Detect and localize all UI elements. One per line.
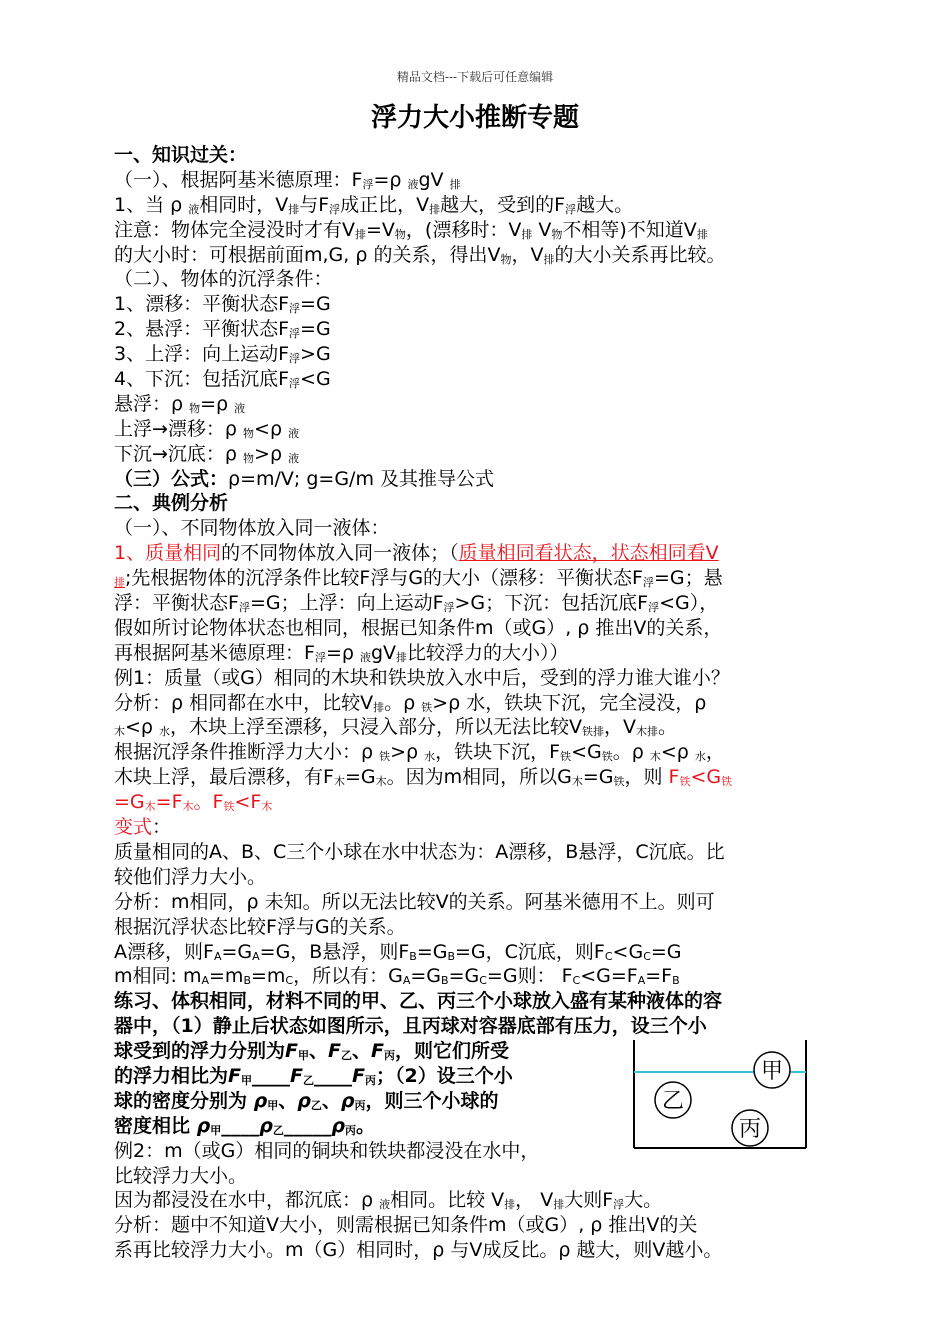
subscript: C — [285, 974, 294, 988]
subscript: A — [637, 974, 646, 988]
text-line — [114, 915, 844, 940]
text-line — [114, 243, 844, 268]
subscript: 木排 — [636, 725, 659, 739]
text-line — [114, 940, 844, 965]
text-segment: =G — [344, 766, 376, 789]
ball-bing-label: 丙 — [738, 1117, 762, 1142]
text-segment: F — [285, 1040, 298, 1063]
text-segment: 。ρ — [612, 741, 650, 764]
subscript: 丙 — [344, 1123, 356, 1137]
text-segment: 器中，（1）静止后状态如图所示，且丙球对容器底部有压力，设三个小 — [114, 1015, 707, 1038]
subscript: C — [572, 974, 581, 988]
text-segment: 球的密度分别为 — [114, 1089, 254, 1112]
text-segment: =ρ — [373, 168, 408, 191]
subscript: 排 — [521, 227, 533, 241]
text-line — [114, 1213, 844, 1238]
text-segment: <G — [612, 940, 644, 963]
text-line — [114, 392, 844, 417]
text-line — [114, 193, 844, 218]
subscript: 甲 — [298, 1049, 309, 1063]
text-segment: ____ — [252, 1064, 290, 1087]
text-segment: 的大小关系再比较。 — [554, 243, 726, 266]
subscript: 甲 — [267, 1098, 279, 1112]
text-segment: F — [371, 1040, 384, 1063]
text-line — [114, 964, 844, 989]
subscript: 液 — [234, 401, 246, 415]
text-segment: 分析：ρ 相同都在水中，比较V — [114, 691, 374, 714]
subscript: 水 — [159, 725, 171, 739]
subscript: 甲 — [241, 1073, 252, 1087]
text-segment: 、 — [278, 1089, 298, 1112]
text-line — [114, 342, 844, 367]
text-line — [114, 840, 844, 865]
text-segment: <G）， — [659, 592, 719, 615]
subscript: A — [213, 949, 222, 963]
subscript: 木 — [114, 725, 125, 739]
subscript: 浮 — [289, 327, 301, 341]
text-line — [114, 566, 844, 591]
subscript: 乙 — [341, 1049, 352, 1063]
text-segment: ρ — [340, 1089, 355, 1112]
text-segment: 系再比较浮力大小。m（G）相同时，ρ 与V成反比。ρ 越大，则V越小。 — [114, 1239, 723, 1262]
subscript: 甲 — [210, 1123, 222, 1137]
text-segment: 二、典例分析 — [114, 492, 229, 515]
text-segment: =ρ — [325, 641, 360, 664]
text-segment: 的大小时：可根据前面m,G, ρ 的关系，得出V — [114, 243, 501, 266]
text-segment: =G — [650, 940, 682, 963]
subscript: 物 — [394, 227, 406, 241]
subscript: C — [643, 949, 651, 963]
subscript: 液 — [288, 451, 300, 465]
text-segment: >ρ — [254, 442, 289, 465]
subscript: 物 — [500, 252, 512, 266]
text-segment: ____ — [221, 1114, 260, 1137]
text-segment: 、 — [352, 1040, 372, 1063]
subscript: 乙 — [272, 1123, 284, 1137]
subscript: 乙 — [310, 1098, 322, 1112]
subscript: 排 — [553, 1198, 565, 1212]
text-segment: <ρ — [660, 741, 695, 764]
text-segment: <G — [571, 741, 602, 764]
text-segment: _____ — [283, 1114, 332, 1137]
text-segment: （三）公式： — [114, 467, 229, 490]
subscript: 物 — [243, 426, 255, 440]
text-segment: 、 — [309, 1040, 329, 1063]
subscript: 铁排 — [582, 725, 605, 739]
text-segment: 分析：m相同，ρ 未知。所以无法比较V的关系。阿基米德用不上。则可 — [114, 890, 715, 913]
text-segment: 例2：m（或G）相同的铜块和铁块都浸没在水中， — [114, 1139, 540, 1162]
subscript: 浮 — [314, 650, 326, 664]
text-line — [114, 367, 844, 392]
text-segment: =G — [114, 791, 145, 814]
text-line — [114, 417, 844, 442]
text-segment: 悬浮：ρ — [114, 392, 190, 415]
text-segment: =V — [366, 218, 395, 241]
text-line — [114, 541, 844, 566]
text-segment: ： — [152, 816, 172, 839]
text-segment: 质量相同的A、B、C三个小球在水中状态为：A漂移，B悬浮，C沉底。比 — [114, 840, 725, 863]
text-line — [114, 616, 844, 641]
subscript: 浮 — [289, 377, 301, 391]
text-line — [114, 790, 844, 815]
subscript: 铁 — [601, 750, 613, 764]
text-segment: ____ — [313, 1064, 352, 1087]
text-segment: 练习、体积相同，材料不同的甲、乙、丙三个小球放入盛有某种液体的容 — [114, 990, 723, 1013]
subscript: 物 — [551, 227, 563, 241]
text-line — [114, 641, 844, 666]
text-segment: 的不同物体放入同一液体；（ — [221, 542, 459, 565]
subscript: 排 — [288, 202, 300, 216]
text-segment: 较他们浮力大小。 — [114, 865, 267, 888]
subscript: 排 — [504, 1198, 516, 1212]
subscript: 铁 — [560, 750, 572, 764]
subscript: C — [604, 949, 613, 963]
text-segment: >G — [300, 343, 331, 366]
text-segment: ρ — [331, 1114, 345, 1137]
text-segment: 球受到的浮力分别为 — [114, 1040, 286, 1063]
text-segment: ；（2）设三个小 — [375, 1064, 513, 1087]
text-segment: >ρ 水，铁块下沉，完全浸没，ρ — [432, 691, 707, 714]
text-segment: 分析：题中不知道V大小，则需根据已知条件m（或G）, ρ 推出V的关 — [114, 1214, 698, 1237]
text-segment: <ρ — [254, 417, 289, 440]
text-segment: 成正比，V — [340, 193, 430, 216]
text-segment: 相同时，V — [199, 193, 289, 216]
text-segment: ρ — [253, 1089, 268, 1112]
text-line — [114, 491, 844, 516]
ball-yi-label: 乙 — [661, 1089, 685, 1114]
subscript: 水 — [694, 750, 706, 764]
text-segment: 变式 — [114, 816, 153, 839]
text-segment: =G — [582, 766, 614, 789]
text-segment: 与F — [299, 193, 330, 216]
text-segment: 再根据阿基米德原理：F — [114, 641, 315, 664]
text-segment: 比较浮力大小。 — [114, 1164, 248, 1187]
subscript: 液 — [379, 1198, 391, 1212]
subscript: 液 — [359, 650, 371, 664]
text-line — [114, 715, 844, 740]
subscript: 丙 — [384, 1049, 395, 1063]
text-segment: 不相等)不知道V — [562, 218, 697, 241]
text-segment: 因为都浸没在水中，都沉底：ρ — [114, 1189, 380, 1212]
text-segment: ，则三个小球的 — [365, 1089, 499, 1112]
ball-jia-label: 甲 — [760, 1059, 784, 1084]
text-segment: V — [532, 218, 552, 241]
text-segment: 1、质量相同 — [114, 542, 222, 565]
subscript: 浮 — [565, 202, 577, 216]
text-segment: ρ — [297, 1089, 311, 1112]
text-segment: =m — [250, 965, 286, 988]
text-segment: 的浮力相比为 — [114, 1064, 229, 1087]
subscript: 排 — [373, 700, 385, 714]
text-line — [114, 691, 844, 716]
text-segment: ，所以有：G — [293, 965, 403, 988]
text-segment: 密度相比 — [114, 1114, 197, 1137]
subscript: 浮 — [289, 352, 301, 366]
text-segment: gV — [370, 641, 397, 664]
text-segment: =G — [448, 965, 480, 988]
subscript: 物 — [189, 401, 201, 415]
text-line — [114, 218, 844, 243]
subscript: 浮 — [613, 1198, 625, 1212]
subscript: 木 — [571, 775, 583, 789]
page-header: 精品文档---下载后可任意编辑 — [396, 70, 554, 84]
page-title: 浮力大小推断专题 — [370, 103, 579, 133]
text-segment: 根据沉浮条件推断浮力大小：ρ — [114, 741, 380, 764]
text-segment: 根据沉浮状态比较F浮与G的关系。 — [114, 915, 406, 938]
text-segment: 。ρ — [384, 691, 422, 714]
subscript: 排 — [396, 650, 408, 664]
buoyancy-figure — [630, 1038, 810, 1150]
text-segment: <G — [690, 766, 722, 789]
text-line — [114, 1238, 844, 1263]
subscript: 铁 — [421, 700, 433, 714]
text-line — [114, 666, 844, 691]
text-segment: =G，B悬浮，则F — [259, 940, 410, 963]
subscript: 丙 — [354, 1098, 366, 1112]
text-segment: =F — [645, 965, 673, 988]
text-segment: ，则它们所受 — [395, 1040, 510, 1063]
subscript: 浮 — [642, 576, 654, 590]
text-segment: 1、漂移：平衡状态F — [114, 293, 290, 316]
subscript: 浮 — [648, 601, 660, 615]
text-segment: （一）、根据阿基米德原理：F — [114, 168, 363, 191]
text-line — [114, 168, 844, 193]
text-segment: <F — [234, 791, 262, 814]
subscript: B — [409, 949, 417, 963]
text-segment: 大。 — [624, 1189, 663, 1212]
text-segment: =G — [416, 940, 448, 963]
text-segment: ，铁块下沉，F — [435, 741, 561, 764]
text-line — [114, 267, 844, 292]
text-segment: =G则： F — [486, 965, 573, 988]
text-segment: ， — [705, 741, 725, 764]
subscript: 铁 — [613, 775, 625, 789]
text-segment: =m — [209, 965, 244, 988]
text-segment: <G=F — [580, 965, 638, 988]
text-line — [114, 890, 844, 915]
text-segment: 例1：质量（或G）相同的木块和铁块放入水中后，受到的浮力谁大谁小？ — [114, 666, 730, 689]
text-segment: 1、当 ρ — [114, 193, 189, 216]
text-segment: gV — [418, 168, 450, 191]
text-segment: 大则F — [564, 1189, 614, 1212]
text-line — [114, 442, 844, 467]
text-line — [114, 865, 844, 890]
text-segment: 、 — [321, 1089, 341, 1112]
text-segment: 。F — [193, 791, 224, 814]
subscript: 物 — [243, 451, 255, 465]
text-segment: 一、知识过关： — [114, 144, 248, 166]
text-segment: F — [290, 1064, 303, 1087]
subscript: 木 — [144, 800, 156, 814]
subscript: 乙 — [302, 1073, 314, 1087]
subscript: 丙 — [364, 1073, 376, 1087]
text-segment: （一）、不同物体放入同一液体： — [114, 517, 390, 540]
subscript: A — [252, 949, 260, 963]
text-segment: =G；悬 — [653, 567, 723, 590]
text-line — [114, 1188, 844, 1213]
text-segment: F — [328, 1040, 341, 1063]
subscript: B — [243, 974, 251, 988]
text-segment: F — [228, 1064, 241, 1087]
subscript: 排 — [114, 576, 125, 590]
text-segment: =F — [155, 791, 183, 814]
text-segment: 。因为m相同，所以G — [386, 766, 572, 789]
text-segment: m相同: m — [114, 965, 202, 988]
subscript: 排 — [429, 202, 441, 216]
subscript: 排 — [696, 227, 708, 241]
text-segment: 3、上浮：向上运动F — [114, 343, 290, 366]
text-line — [114, 143, 844, 168]
text-segment: （二）、物体的沉浮条件： — [114, 268, 333, 291]
subscript: B — [672, 974, 680, 988]
subscript: 水 — [424, 750, 436, 764]
text-segment: 浮：平衡状态F — [114, 592, 239, 615]
text-segment: =G — [300, 293, 331, 316]
text-segment: A漂移，则F — [114, 940, 214, 963]
subscript: 铁 — [379, 750, 391, 764]
subscript: 浮 — [362, 177, 374, 191]
subscript: B — [441, 974, 449, 988]
subscript: 排 — [449, 177, 461, 191]
subscript: 排 — [355, 227, 366, 241]
text-segment: ρ=m/V; g=G/m 及其推导公式 — [228, 467, 494, 490]
subscript: 浮 — [443, 601, 455, 615]
text-line — [114, 815, 844, 840]
text-segment: ，V — [604, 716, 637, 739]
text-segment: F — [351, 1064, 365, 1087]
text-segment: =G — [410, 965, 442, 988]
text-line — [114, 1014, 844, 1039]
text-segment: >ρ — [390, 741, 425, 764]
text-segment: ρ — [259, 1114, 273, 1137]
text-segment: 假如所讨论物体状态也相同，根据已知条件m（或G）, ρ 推出V的关系， — [114, 616, 723, 639]
text-line — [114, 989, 844, 1014]
subscript: 木 — [375, 775, 387, 789]
text-segment: =G — [300, 318, 331, 341]
subscript: 浮 — [238, 601, 250, 615]
text-segment: 上浮→漂移：ρ — [114, 417, 244, 440]
subscript: 铁 — [721, 775, 733, 789]
subscript: 木 — [333, 775, 345, 789]
text-line — [114, 317, 844, 342]
text-segment: 。 — [355, 1114, 375, 1137]
text-segment: ，木块上浮至漂移，只浸入部分，所以无法比较V — [170, 716, 583, 739]
text-segment: 注意：物体完全浸没时才有V — [114, 218, 355, 241]
text-line — [114, 516, 844, 541]
text-line — [114, 467, 844, 492]
subscript: 浮 — [289, 302, 301, 316]
text-segment: <ρ — [125, 716, 160, 739]
text-segment: 木块上浮，最后漂移，有F — [114, 766, 334, 789]
subscript: 液 — [288, 426, 300, 440]
subscript: 铁 — [223, 800, 235, 814]
subscript: 液 — [407, 177, 419, 191]
text-segment: 越大，受到的F — [440, 193, 566, 216]
text-segment: ，(漂移时：V — [405, 218, 522, 241]
subscript: 浮 — [329, 202, 341, 216]
text-segment: ;先根据物体的沉浮条件比较F浮与G的大小（漂移：平衡状态F — [125, 567, 643, 590]
subscript: 液 — [188, 202, 200, 216]
text-segment: 4、下沉：包括沉底F — [114, 368, 290, 391]
text-segment: =ρ — [200, 392, 235, 415]
subscript: B — [447, 949, 456, 963]
text-segment: 。 — [658, 716, 678, 739]
subscript: A — [402, 974, 411, 988]
text-segment: ρ — [196, 1114, 211, 1137]
subscript: 木 — [649, 750, 661, 764]
text-line — [114, 765, 844, 790]
subscript: A — [201, 974, 209, 988]
subscript: 木 — [261, 800, 273, 814]
text-segment: ， V — [515, 1189, 554, 1212]
text-segment: 下沉→沉底：ρ — [114, 442, 244, 465]
text-segment: =G；上浮：向上运动F — [249, 592, 444, 615]
text-segment: <G — [300, 368, 331, 391]
text-line — [114, 740, 844, 765]
text-segment: ，V — [511, 243, 544, 266]
subscript: C — [479, 974, 487, 988]
text-segment: =G — [221, 940, 253, 963]
text-line — [114, 591, 844, 616]
text-segment: ，则 — [624, 766, 669, 789]
subscript: 铁 — [679, 775, 691, 789]
subscript: 木 — [182, 800, 194, 814]
text-segment: 2、悬浮：平衡状态F — [114, 318, 290, 341]
text-segment: =G，C沉底，则F — [455, 940, 605, 963]
text-segment: >G；下沉：包括沉底F — [454, 592, 649, 615]
text-line — [114, 1164, 844, 1189]
text-segment: 质量相同看状态，状态相同看V — [458, 542, 719, 565]
text-segment: 比较浮力的大小）） — [407, 641, 569, 664]
text-segment: 相同。比较 V — [390, 1189, 505, 1212]
subscript: 排 — [543, 252, 555, 266]
text-line — [114, 292, 844, 317]
text-segment: F — [668, 766, 680, 789]
text-segment: 越大。 — [576, 193, 634, 216]
